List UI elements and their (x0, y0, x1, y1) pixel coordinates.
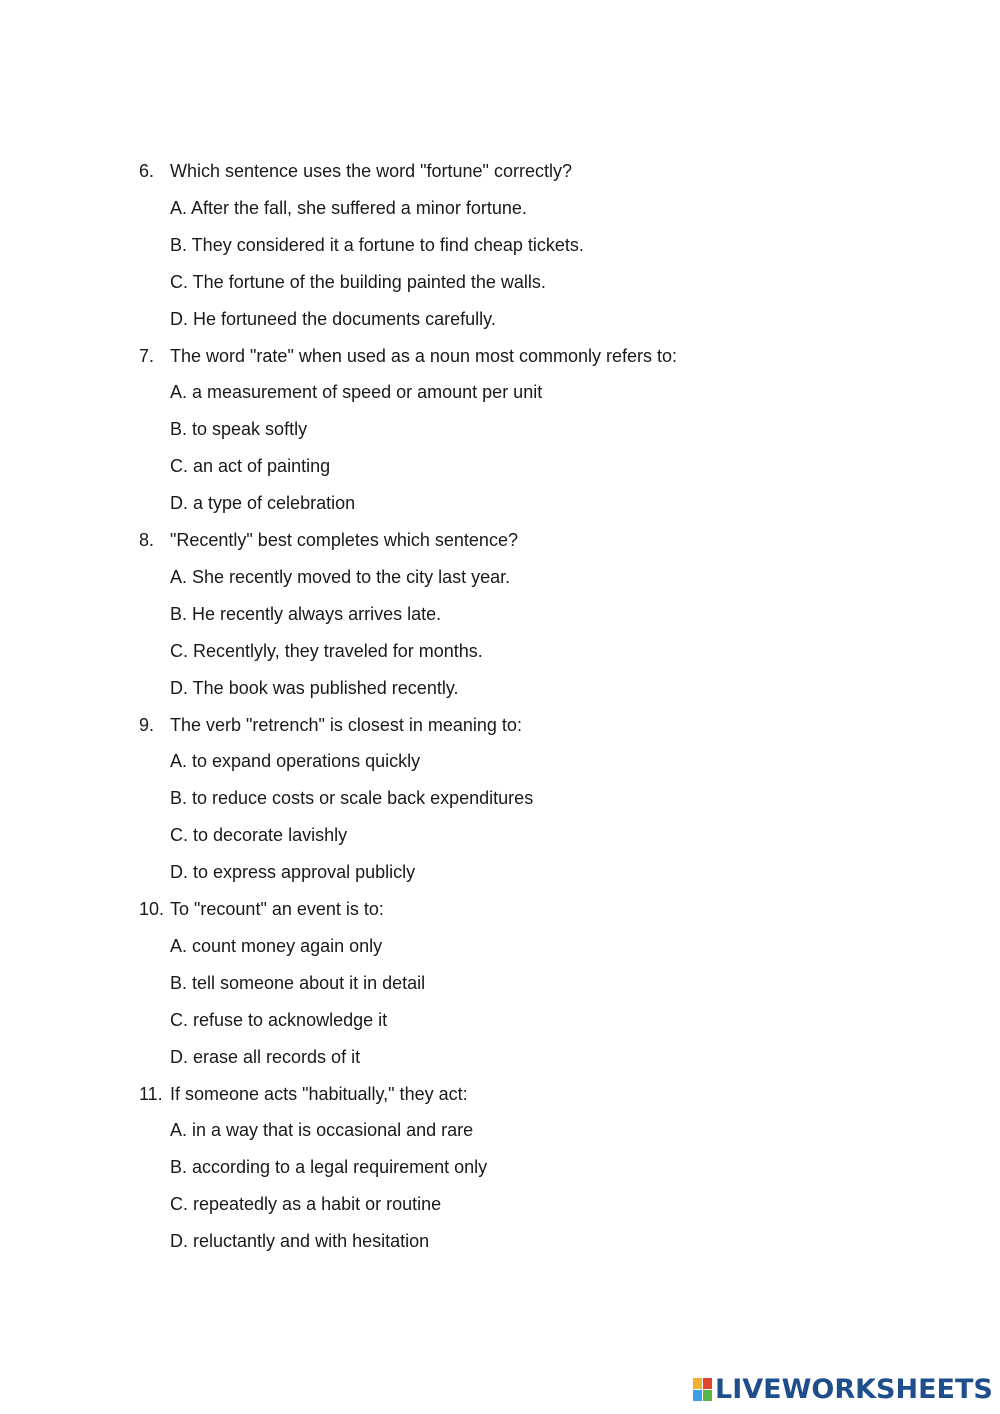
question-text: The verb "retrench" is closest in meaning to: (170, 714, 522, 735)
answer-option[interactable]: C. Recentlyly, they traveled for months. (170, 640, 483, 661)
question-11 (0, 1081, 1000, 1107)
question-number: 9. (139, 714, 155, 735)
question-number: 11. (139, 1083, 163, 1104)
answer-option[interactable]: B. according to a legal requirement only (170, 1157, 488, 1178)
question-6 (0, 158, 1000, 184)
answer-option[interactable]: A. to expand operations quickly (170, 751, 421, 772)
logo-tile-3 (693, 1390, 702, 1401)
answer-option[interactable]: D. The book was published recently. (170, 677, 459, 698)
question-10 (0, 896, 1000, 922)
answer-option[interactable]: C. The fortune of the building painted the walls. (170, 271, 546, 292)
answer-option[interactable]: A. in a way that is occasional and rare (170, 1120, 474, 1141)
answer-option[interactable]: D. reluctantly and with hesitation (170, 1231, 430, 1252)
logo-tile-1 (693, 1378, 702, 1389)
question-number: 10. (139, 899, 165, 919)
answer-option[interactable]: B. to speak softly (170, 419, 308, 440)
question-number: 8. (139, 530, 155, 550)
question-number: 6. (139, 161, 155, 181)
answer-option[interactable]: D. to express approval publicly (170, 862, 416, 883)
question-8 (0, 527, 1000, 553)
question-9 (0, 712, 1000, 738)
answer-option[interactable]: A. a measurement of speed or amount per unit (170, 382, 543, 403)
answer-option[interactable]: A. count money again only (170, 935, 383, 956)
logo-tile-4 (703, 1390, 712, 1401)
logo-tile-2 (703, 1378, 712, 1389)
liveworksheets-watermark (693, 1373, 993, 1407)
question-number: 7. (139, 345, 155, 366)
answer-option[interactable]: A. After the fall, she suffered a minor fortune. (170, 197, 527, 218)
answer-option[interactable]: C. to decorate lavishly (170, 825, 348, 846)
question-text: To "recount" an event is to: (170, 899, 384, 919)
question-text: The word "rate" when used as a noun most commonly refers to: (170, 345, 678, 366)
answer-option[interactable]: C. repeatedly as a habit or routine (170, 1194, 442, 1215)
answer-option[interactable]: D. erase all records of it (170, 1046, 361, 1067)
answer-option[interactable]: C. an act of painting (170, 456, 331, 477)
answer-option[interactable]: C. refuse to acknowledge it (170, 1009, 388, 1030)
answer-option[interactable]: B. tell someone about it in detail (170, 972, 426, 993)
brand-name: LIVEWORKSHEETS (715, 1374, 993, 1405)
answer-option[interactable]: B. They considered it a fortune to find cheap tickets. (170, 234, 584, 255)
question-text: If someone acts "habitually," they act: (170, 1083, 468, 1104)
answer-option[interactable]: A. She recently moved to the city last year. (170, 566, 511, 587)
question-text: Which sentence uses the word "fortune" correctly? (170, 161, 572, 181)
answer-option[interactable]: D. He fortuneed the documents carefully. (170, 308, 496, 329)
answer-option[interactable]: B. He recently always arrives late. (170, 603, 442, 624)
liveworksheets-logo-icon (693, 1378, 713, 1402)
question-text: "Recently" best completes which sentence? (170, 530, 518, 550)
answer-option[interactable]: D. a type of celebration (170, 493, 356, 514)
answer-option[interactable]: B. to reduce costs or scale back expenditures (170, 788, 534, 809)
question-7 (0, 343, 1000, 369)
